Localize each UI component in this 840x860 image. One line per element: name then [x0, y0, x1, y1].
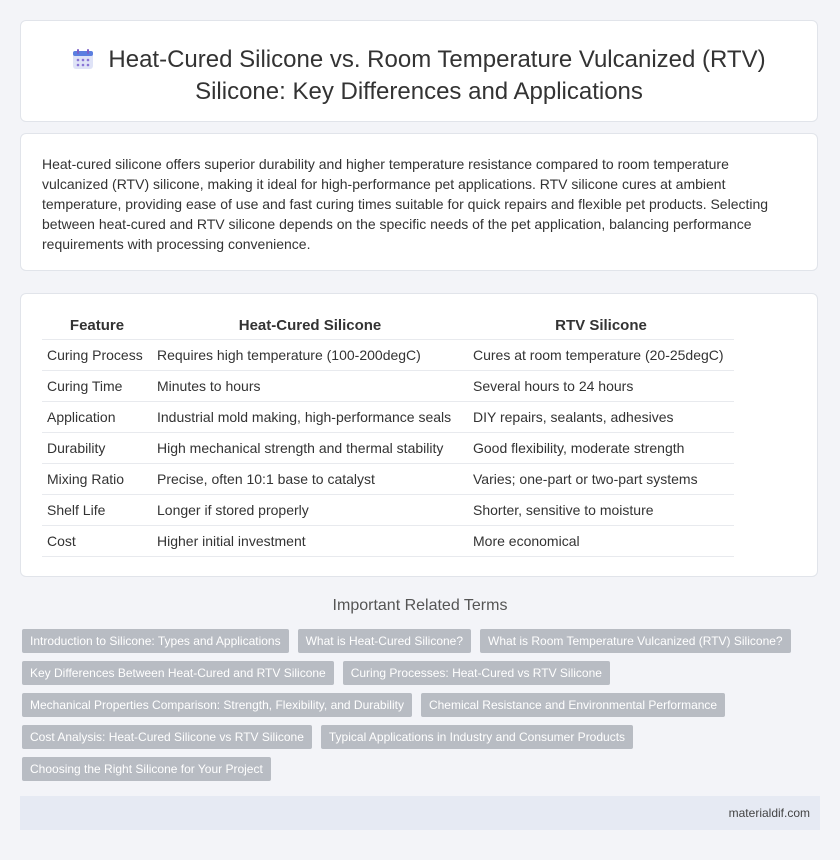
table-cell: Good flexibility, moderate strength [468, 433, 734, 464]
tag-row [22, 693, 812, 725]
related-terms-list [22, 629, 812, 789]
table-cell: Higher initial investment [152, 526, 468, 557]
title-line-2: Silicone: Key Differences and Applications [195, 78, 643, 105]
table-cell: Precise, often 10:1 base to catalyst [152, 464, 468, 495]
comparison-table [42, 312, 734, 557]
table-cell: Cures at room temperature (20-25degC) [468, 340, 734, 371]
table-cell: Durability [42, 433, 152, 464]
page-title [21, 45, 817, 106]
related-term-tag[interactable]: Mechanical Properties Comparison: Strength, Flexibility, and Durability [22, 693, 412, 717]
related-term-tag[interactable]: Chemical Resistance and Environmental Performance [421, 693, 725, 717]
table-cell: Longer if stored properly [152, 495, 468, 526]
tag-row [22, 629, 812, 661]
table-cell: Shorter, sensitive to moisture [468, 495, 734, 526]
table-row [42, 526, 734, 557]
related-term-tag[interactable]: Key Differences Between Heat-Cured and RTV Silicone [22, 661, 334, 685]
related-term-tag[interactable]: Curing Processes: Heat-Cured vs RTV Silicone [343, 661, 610, 685]
table-cell: Industrial mold making, high-performance seals [152, 402, 468, 433]
tag-row [22, 661, 812, 693]
table-row [42, 433, 734, 464]
tag-row [22, 725, 812, 757]
table-cell: High mechanical strength and thermal stability [152, 433, 468, 464]
table-cell: Curing Time [42, 371, 152, 402]
title-card [20, 20, 818, 122]
table-cell: Cost [42, 526, 152, 557]
table-row [42, 495, 734, 526]
table-cell: Curing Process [42, 340, 152, 371]
calendar-icon [72, 48, 94, 77]
table-cell: DIY repairs, sealants, adhesives [468, 402, 734, 433]
table-cell: Varies; one-part or two-part systems [468, 464, 734, 495]
header-heat-cured: Heat-Cured Silicone [152, 312, 468, 340]
table-cell: More economical [468, 526, 734, 557]
table-cell: Several hours to 24 hours [468, 371, 734, 402]
related-term-tag[interactable]: Cost Analysis: Heat-Cured Silicone vs RTV Silicone [22, 725, 312, 749]
footer [20, 796, 820, 830]
header-feature: Feature [42, 312, 152, 340]
related-term-tag[interactable]: What is Room Temperature Vulcanized (RTV) Silicone? [480, 629, 791, 653]
table-cell: Application [42, 402, 152, 433]
title-line-1: Heat-Cured Silicone vs. Room Temperature Vulcanized (RTV) [108, 46, 766, 73]
table-row [42, 402, 734, 433]
intro-card [20, 133, 818, 271]
tag-row [22, 757, 812, 789]
table-row [42, 340, 734, 371]
related-term-tag[interactable]: Introduction to Silicone: Types and Applications [22, 629, 289, 653]
related-term-tag[interactable]: Typical Applications in Industry and Consumer Products [321, 725, 633, 749]
table-cell: Shelf Life [42, 495, 152, 526]
table-cell: Requires high temperature (100-200degC) [152, 340, 468, 371]
table-cell: Minutes to hours [152, 371, 468, 402]
footer-site[interactable]: materialdif.com [728, 806, 810, 820]
table-cell: Mixing Ratio [42, 464, 152, 495]
table-header-row [42, 312, 734, 340]
related-term-tag[interactable]: What is Heat-Cured Silicone? [298, 629, 471, 653]
intro-paragraph: Heat-cured silicone offers superior durability and higher temperature resistance compared to room temperature vulcanized (RTV) silicone, making it ideal for high-performance pet applications. RTV silicone cures at ambient temperature, providing ease of use and fast curing times suitable for quick repairs and flexible pet products. Selecting between heat-cured and RTV silicone depends on the specific needs of the pet application, balancing performance requirements with processing convenience. [42, 156, 769, 252]
related-term-tag[interactable]: Choosing the Right Silicone for Your Project [22, 757, 271, 781]
header-rtv: RTV Silicone [468, 312, 734, 340]
table-row [42, 464, 734, 495]
related-terms-title: Important Related Terms [332, 597, 508, 614]
comparison-card [20, 293, 818, 577]
table-row [42, 371, 734, 402]
